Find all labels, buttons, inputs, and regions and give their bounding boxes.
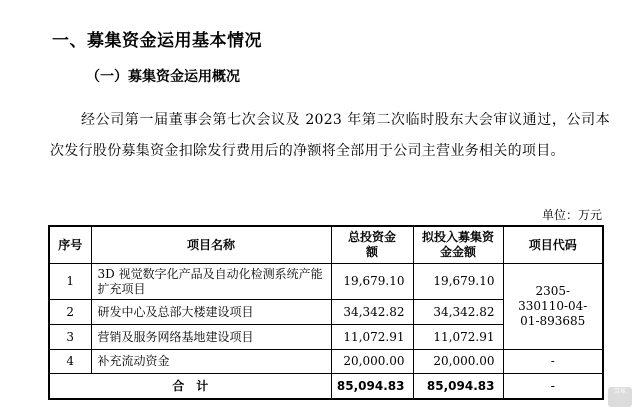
table-row: [49, 264, 603, 300]
header-raise-text: 拟投入募集资金金额: [421, 230, 494, 259]
subsection-heading: （一）募集资金运用概况: [86, 69, 240, 85]
row-raise: 34,342.82: [413, 300, 503, 325]
row-name: 研发中心及总部大楼建设项目: [91, 300, 331, 325]
header-total-text: 总投资金额: [347, 230, 396, 259]
total-raise: 85,094.83: [413, 374, 503, 400]
row-total: 20,000.00: [331, 350, 413, 374]
row-no: 1: [49, 264, 91, 300]
project-code: 2305-330110-04-01-893685: [518, 284, 588, 328]
header-total: [331, 226, 413, 264]
row-raise: 19,679.10: [413, 264, 503, 300]
table-header-row: [49, 226, 603, 264]
project-code-cell: [503, 264, 603, 350]
total-code: -: [503, 374, 603, 400]
row-no: 3: [49, 325, 91, 350]
row-total: 34,342.82: [331, 300, 413, 325]
total-amount: 85,094.83: [331, 374, 413, 400]
row-code: -: [503, 350, 603, 374]
fund-usage-table: [48, 225, 604, 400]
watermark-logo: 雪球: [608, 387, 632, 407]
header-code: 项目代码: [503, 226, 603, 264]
row-name: 营销及服务网络基地建设项目: [91, 325, 331, 350]
header-no: 序号: [49, 226, 91, 264]
row-raise: 20,000.00: [413, 350, 503, 374]
header-name: 项目名称: [91, 226, 331, 264]
unit-note: 单位：万元: [541, 208, 602, 222]
header-raise: [413, 226, 503, 264]
row-name: 3D 视觉数字化产品及自动化检测系统产能扩充项目: [91, 264, 331, 300]
body-paragraph: 经公司第一届董事会第七次会议及 2023 年第二次临时股东大会审议通过，公司本次发行股份募集资金扣除发行费用后的净额将全部用于公司主营业务相关的项目。: [50, 112, 610, 159]
table-row: [49, 350, 603, 374]
row-total: 19,679.10: [331, 264, 413, 300]
total-label: 合 计: [49, 374, 331, 400]
row-no: 2: [49, 300, 91, 325]
section-heading: 一、募集资金运用基本情况: [52, 31, 262, 51]
row-total: 11,072.91: [331, 325, 413, 350]
row-raise: 11,072.91: [413, 325, 503, 350]
total-row: [49, 374, 603, 400]
row-no: 4: [49, 350, 91, 374]
row-name: 补充流动资金: [91, 350, 331, 374]
